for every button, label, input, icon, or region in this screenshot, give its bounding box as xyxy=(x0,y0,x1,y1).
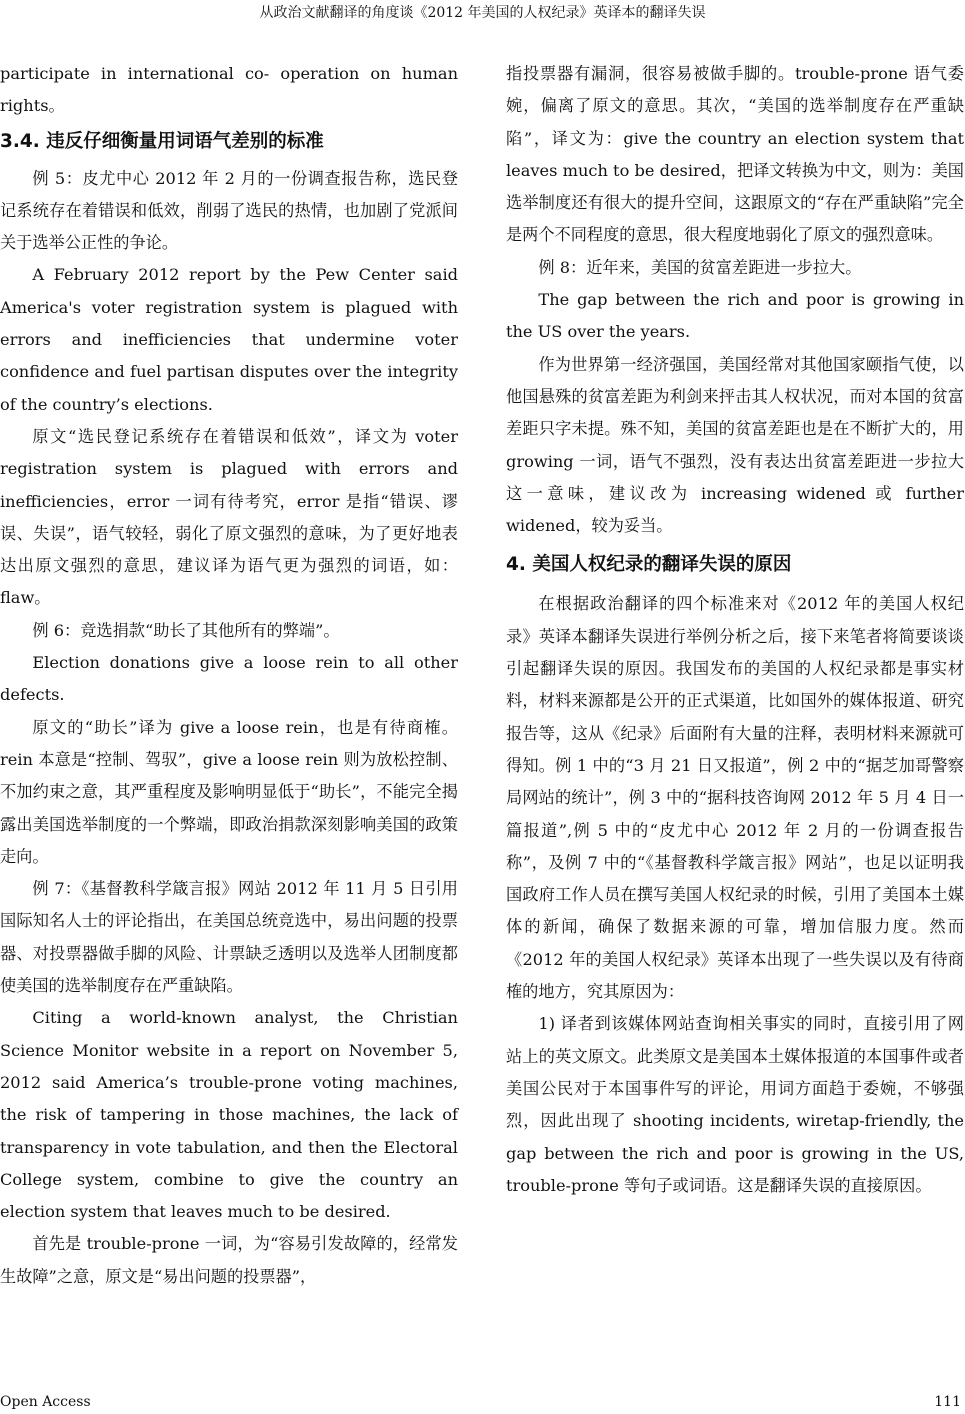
paragraph: 原文“选民登记系统存在着错误和低效”，译文为 voter registration system is plagued with errors and inefficiencies，error 一词有待考究，error 是指“错误、谬误、失误”，语气较轻，弱化了原文强烈的意味，为了更好地表达出原文强烈的意思，建议译为语气更为强烈的词语，如：flaw。 xyxy=(0,426,458,608)
page-number: 111 xyxy=(934,1394,961,1410)
example-5-translation: A February 2012 report by the Pew Center said America's voter registration system is plagued with errors and inefficiencies that undermine voter confidence and fuel partisan disputes over the integrity of the country’s elections. xyxy=(0,265,458,414)
paragraph: 原文的“助长”译为 give a loose rein，也是有待商榷。rein 本意是“控制、驾驭”，give a loose rein 则为放松控制、不加约束之意，其严重程度及影响明显低于“助长”，不能完全揭露出美国选举制度的一个弊端，即政治捐款深刻影响美国的政策走向。 xyxy=(0,717,458,866)
section-heading-4: 4. 美国人权纪录的翻译失误的原因 xyxy=(506,554,792,576)
example-6-translation: Election donations give a loose rein to all other defects. xyxy=(0,653,458,705)
paragraph: 1) 译者到该媒体网站查询相关事实的同时，直接引用了网站上的英文原文。此类原文是美国本土媒体报道的本国事件或者美国公民对于本国事件写的评论，用词方面趋于委婉，不够强烈，因此出现了 shooting incidents, wiretap-friendly, the gap between the rich and poor is growing in the US, trouble-prone 等句子或词语。这是翻译失误的直接原因。 xyxy=(506,1014,964,1195)
example-8-paragraph: 例 8：近年来，美国的贫富差距进一步拉大。 xyxy=(538,257,862,277)
paragraph: 作为世界第一经济强国，美国经常对其他国家颐指气使，以他国悬殊的贫富差距为利剑来抨击其人权状况，而对本国的贫富差距只字未提。殊不知，美国的贫富差距也是在不断扩大的，用 growing 一词，语气不强烈，没有表达出贫富差距进一步拉大这一意味，建议改为 increasing widened 或 further widened，较为妥当。 xyxy=(506,354,964,536)
left-column xyxy=(0,58,458,1293)
section-heading-3-4: 3.4. 违反仔细衡量用词语气差别的标准 xyxy=(0,130,324,152)
paragraph: 在根据政治翻译的四个标准来对《2012 年的美国人权纪录》英译本翻译失误进行举例分析之后，接下来笔者将简要谈谈引起翻译失误的原因。我国发布的美国的人权纪录都是事实材料，材料来源都是公开的正式渠道，比如国外的媒体报道、研究报告等，这从《纪录》后面附有大量的注释，表明材料来源就可得知。例 1 中的“3 月 21 日又报道”，例 2 中的“据芝加哥警察局网站的统计”，例 3 中的“据科技咨询网 2012 年 5 月 4 日一篇报道”,例 5 中的“皮尤中心 2012 年 2 月的一份调查报告称”，及例 7 中的“《基督教科学箴言报》网站”，也足以证明我国政府工作人员在撰写美国人权纪录的时候，引用了美国本土媒体的新闻，确保了数据来源的可靠，增加信服力度。然而《2012 年的美国人权纪录》英译本出现了一些失误以及有待商榷的地方，究其原因为： xyxy=(506,594,964,1002)
paragraph: 指投票器有漏洞，很容易被做手脚的。trouble-prone 语气委婉，偏离了原文的意思。其次，“美国的选举制度存在严重缺陷”，译文为：give the country an election system that leaves much to be desired，把译文转换为中文，则为：美国选举制度还有很大的提升空间，这跟原文的“存在严重缺陷”完全是两个不同程度的意思，很大程度地弱化了原文的强烈意味。 xyxy=(506,64,964,245)
example-6-paragraph: 例 6：竞选捐款“助长了其他所有的弊端”。 xyxy=(32,620,340,640)
example-8-translation: The gap between the rich and poor is growing in the US over the years. xyxy=(506,290,964,342)
paragraph: 首先是 trouble-prone 一词，为“容易引发故障的，经常发生故障”之意，原文是“易出问题的投票器”， xyxy=(0,1234,458,1286)
paragraph: participate in international co- operation on human rights。 xyxy=(0,64,458,116)
example-7-translation: Citing a world-known analyst, the Christian Science Monitor website in a report on November 5, 2012 said America’s trouble-prone voting machines, the risk of tampering in those machines, the lack of transparency in vote tabulation, and then the Electoral College system, combine to give the country an election system that leaves much to be desired. xyxy=(0,1008,458,1222)
right-column xyxy=(506,58,964,1202)
running-title: 从政治文献翻译的角度谈《2012 年美国的人权纪录》英译本的翻译失误 xyxy=(259,5,706,21)
example-7-paragraph: 例 7：《基督教科学箴言报》网站 2012 年 11 月 5 日引用国际知名人士的评论指出，在美国总统竞选中，易出问题的投票器、对投票器做手脚的风险、计票缺乏透明以及选举人团制度都使美国的选举制度存在严重缺陷。 xyxy=(0,879,458,996)
footer-journal: Open Access xyxy=(0,1394,91,1410)
example-5-paragraph: 例 5：皮尤中心 2012 年 2 月的一份调查报告称，选民登记系统存在着错误和低效，削弱了选民的热情，也加剧了党派间关于选举公正性的争论。 xyxy=(0,168,458,253)
